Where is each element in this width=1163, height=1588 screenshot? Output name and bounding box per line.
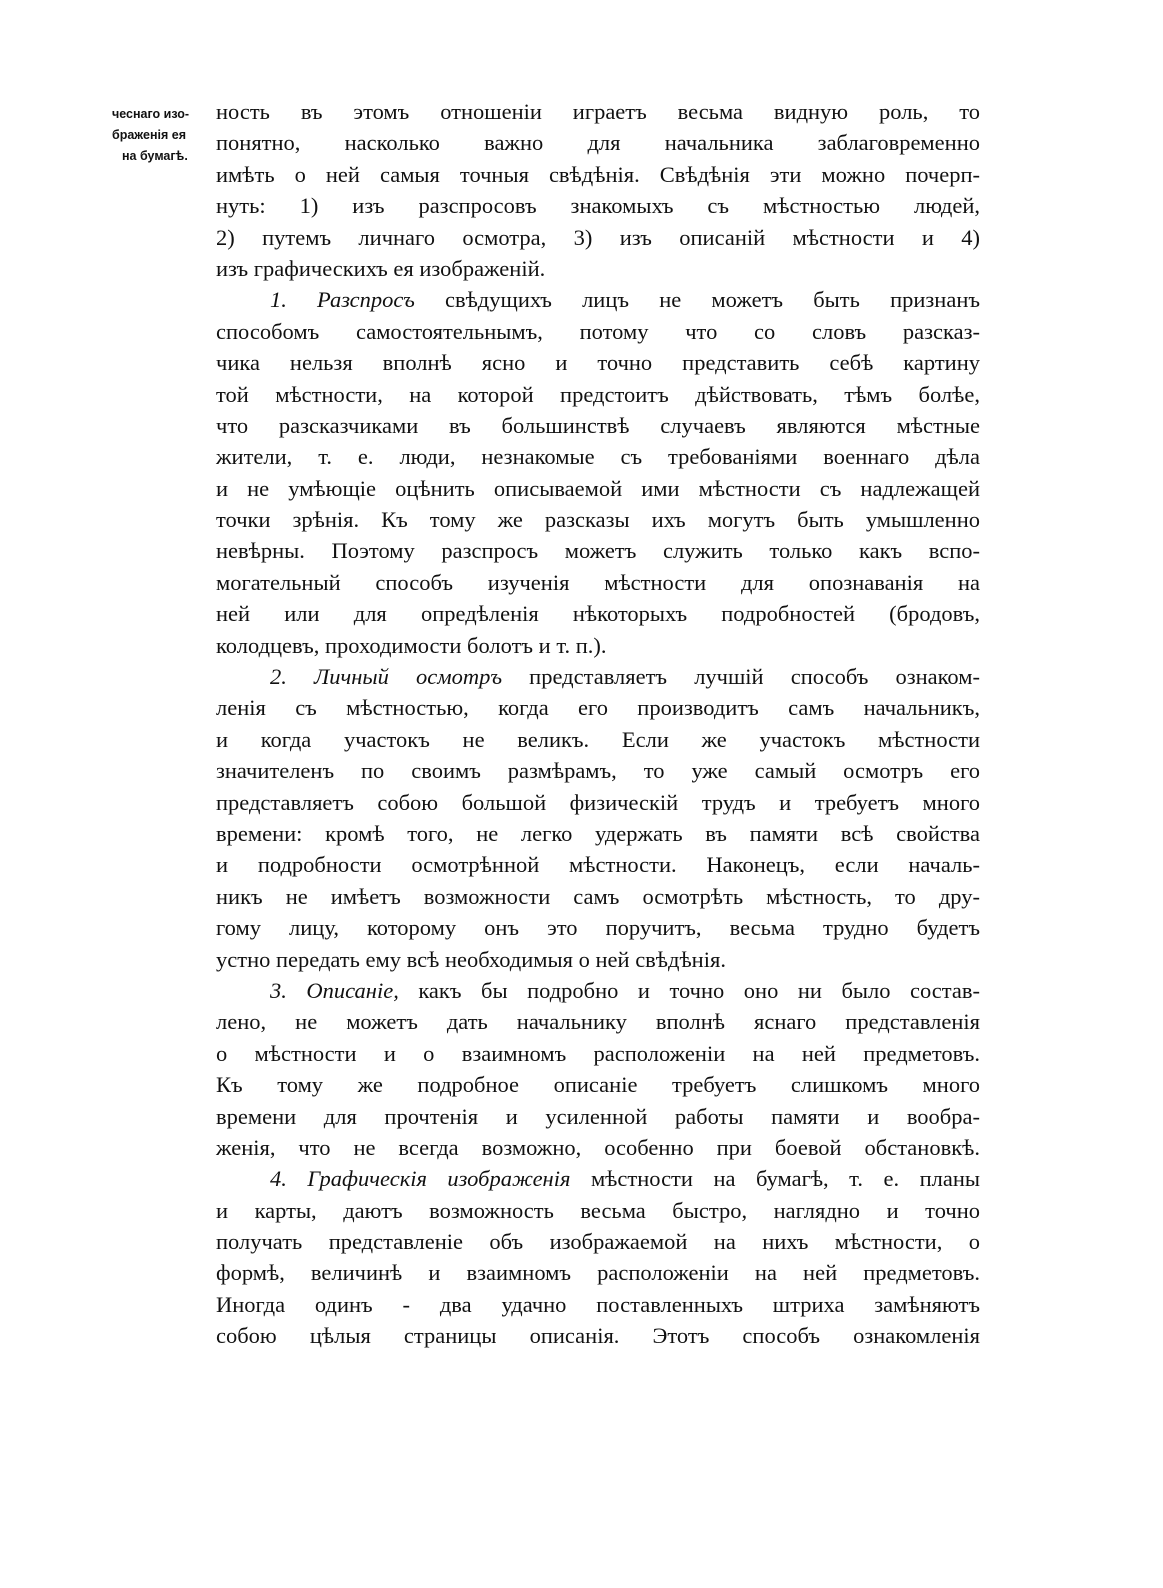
margin-note-line: браженія ея — [112, 128, 186, 142]
paragraph-description — [216, 975, 980, 1163]
text-line: женія, что не всегда возможно, особенно при боевой обстановкѣ. — [216, 1134, 980, 1160]
text-line: 2) путемъ личнаго осмотра, 3) изъ описаній мѣстности и 4) — [216, 224, 980, 250]
text-line: формѣ, величинѣ и взаимномъ расположеніи на ней предметовъ. — [216, 1260, 980, 1286]
text-line-first — [216, 284, 980, 315]
text-line: ность въ этомъ отношеніи играетъ весьма видную роль, то — [216, 99, 980, 124]
text-line: могательный способъ изученія мѣстности для опознаванія на — [216, 569, 980, 595]
text-line: и карты, даютъ возможность весьма быстро, наглядно и точно — [216, 1197, 980, 1223]
paragraph-graphic-images — [216, 1163, 980, 1351]
text-line: устно передать ему всѣ необходимыя о ней свѣдѣнія. — [216, 946, 726, 972]
text-line: значителенъ по своимъ размѣрамъ, то уже самый осмотръ его — [216, 758, 980, 784]
text-line: колодцевъ, проходимости болотъ и т. п.). — [216, 632, 607, 658]
text-line: нуть: 1) изъ разспросовъ знакомыхъ съ мѣстностью людей, — [216, 193, 980, 219]
text-line: ленія съ мѣстностью, когда его производитъ самъ начальникъ, — [216, 695, 980, 721]
paragraph-inquiry — [216, 284, 980, 661]
paragraph-continuation — [216, 96, 980, 284]
text-line: времени: кромѣ того, не легко удержать въ памяти всѣ свойства — [216, 820, 980, 846]
text-line: никъ не имѣетъ возможности самъ осмотрѣть мѣстность, то дру- — [216, 883, 980, 909]
margin-note-line: чеснаго изо- — [112, 107, 190, 121]
text-line: невѣрны. Поэтому разспросъ можетъ служить только какъ вспо- — [216, 538, 980, 564]
text-fragment: какъ бы подробно и точно оно ни было состав- — [398, 977, 980, 1003]
paragraph-heading: 2. Личный осмотръ — [270, 664, 503, 690]
text-line: ней или для опредѣленія нѣкоторыхъ подробностей (бродовъ, — [216, 601, 980, 627]
text-fragment: свѣдущихъ лицъ не можетъ быть признанъ — [414, 287, 980, 313]
paragraph-heading: 1. Разспросъ — [270, 287, 415, 313]
text-line: представляетъ собою большой физическій трудъ и требуетъ много — [216, 789, 980, 815]
text-line: понятно, насколько важно для начальника заблаговременно — [216, 130, 980, 156]
text-line-first — [216, 975, 980, 1006]
text-fragment: представляетъ лучшій способъ ознаком- — [502, 664, 980, 690]
text-line: чика нельзя вполнѣ ясно и точно представить себѣ картину — [216, 350, 980, 376]
text-line: способомъ самостоятельнымъ, потому что со словъ разсказ- — [216, 318, 980, 344]
paragraph-heading: 4. Графическія изображенія — [270, 1166, 571, 1192]
text-line: и не умѣющіе оцѣнить описываемой ими мѣстности съ надлежащей — [216, 475, 980, 501]
text-line: лено, не можетъ дать начальнику вполнѣ яснаго представленія — [216, 1009, 980, 1035]
text-line: жители, т. е. люди, незнакомые съ требованіями военнаго дѣла — [216, 444, 980, 470]
margin-note-line: на бумагѣ. — [122, 149, 188, 163]
body-text — [216, 96, 980, 1352]
text-line-first — [216, 661, 980, 692]
paragraph-heading: 3. Описаніе, — [270, 977, 399, 1003]
text-line: получать представленіе объ изображаемой на нихъ мѣстности, о — [216, 1229, 980, 1255]
text-line: собою цѣлыя страницы описанія. Этотъ способъ ознакомленія — [216, 1323, 980, 1349]
margin-note — [112, 104, 208, 167]
text-line: той мѣстности, на которой предстоитъ дѣйствовать, тѣмъ болѣе, — [216, 381, 980, 407]
text-line: изъ графическихъ ея изображеній. — [216, 255, 546, 281]
text-fragment: мѣстности на бумагѣ, т. е. планы — [570, 1166, 980, 1192]
text-line: времени для прочтенія и усиленной работы памяти и вообра- — [216, 1103, 980, 1129]
text-line: и подробности осмотрѣнной мѣстности. Наконецъ, если началь- — [216, 852, 980, 878]
text-line: что разсказчиками въ большинствѣ случаевъ являются мѣстные — [216, 412, 980, 438]
text-line: точки зрѣнія. Къ тому же разсказы ихъ могутъ быть умышленно — [216, 507, 980, 533]
paragraph-personal-inspection — [216, 661, 980, 975]
text-line: Иногда одинъ - два удачно поставленныхъ штриха замѣняютъ — [216, 1291, 980, 1317]
text-line: Къ тому же подробное описаніе требуетъ слишкомъ много — [216, 1072, 980, 1098]
text-line: о мѣстности и о взаимномъ расположеніи на ней предметовъ. — [216, 1040, 980, 1066]
text-line: гому лицу, которому онъ это поручитъ, весьма трудно будетъ — [216, 915, 980, 941]
text-line: и когда участокъ не великъ. Если же участокъ мѣстности — [216, 726, 980, 752]
text-line: имѣть о ней самыя точныя свѣдѣнія. Свѣдѣнія эти можно почерп- — [216, 161, 980, 187]
text-line-first — [216, 1163, 980, 1194]
